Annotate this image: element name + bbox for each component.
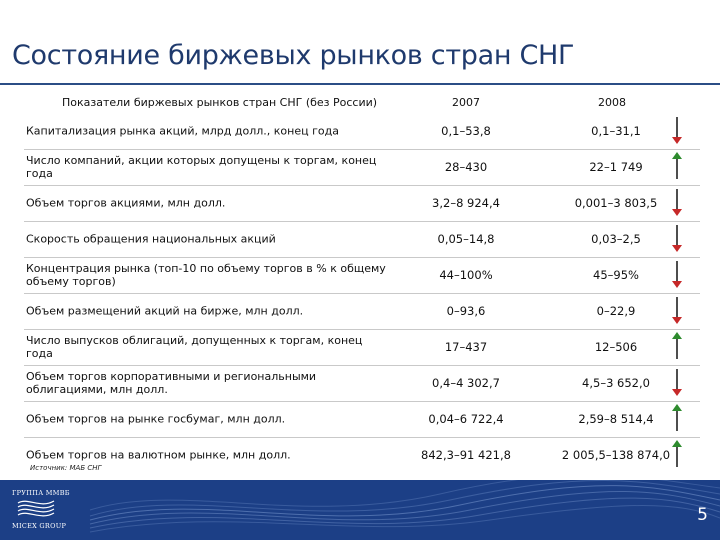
- trend-up-arrow-icon: [671, 331, 683, 361]
- row-label: Скорость обращения национальных акций: [26, 232, 276, 246]
- value-2008: 0–22,9: [596, 304, 636, 318]
- value-2008: 0,1–31,1: [591, 124, 641, 138]
- row-label: Объем торгов на валютном рынке, млн долл.: [26, 448, 291, 462]
- row-label: Концентрация рынка (топ-10 по объему торгов в % к общему объему торгов): [26, 262, 386, 288]
- micex-logo: [12, 489, 72, 533]
- logo-text-top: ГРУППА ММВБ: [12, 489, 70, 497]
- value-2007: 0,4–4 302,7: [432, 376, 500, 390]
- page-number: 5: [697, 505, 708, 525]
- column-header-2007: 2007: [452, 96, 480, 109]
- value-2008: 0,001–3 803,5: [574, 196, 658, 210]
- row-label: Объем торгов акциями, млн долл.: [26, 196, 226, 210]
- table-row: [0, 257, 720, 293]
- value-2007: 0,1–53,8: [441, 124, 491, 138]
- trend-up-arrow-icon: [671, 403, 683, 433]
- logo-text-bottom: MICEX GROUP: [12, 522, 67, 530]
- table-row: [0, 185, 720, 221]
- table-row: [0, 149, 720, 185]
- value-2007: 0,04–6 722,4: [428, 412, 504, 426]
- table-row: [0, 437, 720, 473]
- table-row: [0, 365, 720, 401]
- row-label: Объем торгов на рынке госбумаг, млн долл.: [26, 412, 286, 426]
- logo-mark-icon: [16, 497, 56, 521]
- trend-down-arrow-icon: [671, 367, 683, 397]
- value-2008: 4,5–3 652,0: [582, 376, 650, 390]
- value-2008: 2 005,5–138 874,0: [561, 448, 671, 462]
- trend-down-arrow-icon: [671, 187, 683, 217]
- trend-down-arrow-icon: [671, 295, 683, 325]
- value-2007: 0,05–14,8: [437, 232, 495, 246]
- value-2008: 45–95%: [593, 268, 639, 282]
- value-2007: 28–430: [444, 160, 488, 174]
- value-2008: 2,59–8 514,4: [578, 412, 654, 426]
- source-note: Источник: МАБ СНГ: [30, 464, 102, 472]
- value-2007: 3,2–8 924,4: [432, 196, 500, 210]
- footer-band: [0, 480, 720, 540]
- row-label: Объем торгов корпоративными и региональными облигациями, млн долл.: [26, 370, 317, 396]
- footer-waves: [0, 480, 720, 540]
- trend-up-arrow-icon: [671, 439, 683, 469]
- row-label: Число выпусков облигаций, допущенных к торгам, конец года: [26, 334, 363, 360]
- value-2007: 17–437: [444, 340, 488, 354]
- table-row: [0, 329, 720, 365]
- value-2007: 0–93,6: [446, 304, 486, 318]
- row-label: Число компаний, акции которых допущены к торгам, конец года: [26, 154, 377, 180]
- row-label: Объем размещений акций на бирже, млн долл.: [26, 304, 304, 318]
- table-row: [0, 401, 720, 437]
- value-2007: 44–100%: [439, 268, 493, 282]
- title-divider: [0, 83, 720, 85]
- table-row: [0, 293, 720, 329]
- trend-down-arrow-icon: [671, 115, 683, 145]
- table-row: [0, 113, 720, 149]
- column-header-metric: Показатели биржевых рынков стран СНГ (без России): [62, 96, 378, 109]
- value-2008: 22–1 749: [589, 160, 643, 174]
- column-header-2008: 2008: [598, 96, 626, 109]
- trend-down-arrow-icon: [671, 259, 683, 289]
- row-label: Капитализация рынка акций, млрд долл., конец года: [26, 124, 339, 138]
- value-2008: 0,03–2,5: [591, 232, 641, 246]
- value-2008: 12–506: [594, 340, 638, 354]
- trend-down-arrow-icon: [671, 223, 683, 253]
- page-title: Состояние биржевых рынков стран СНГ: [12, 40, 575, 71]
- trend-up-arrow-icon: [671, 151, 683, 181]
- value-2007: 842,3–91 421,8: [421, 448, 511, 462]
- table-row: [0, 221, 720, 257]
